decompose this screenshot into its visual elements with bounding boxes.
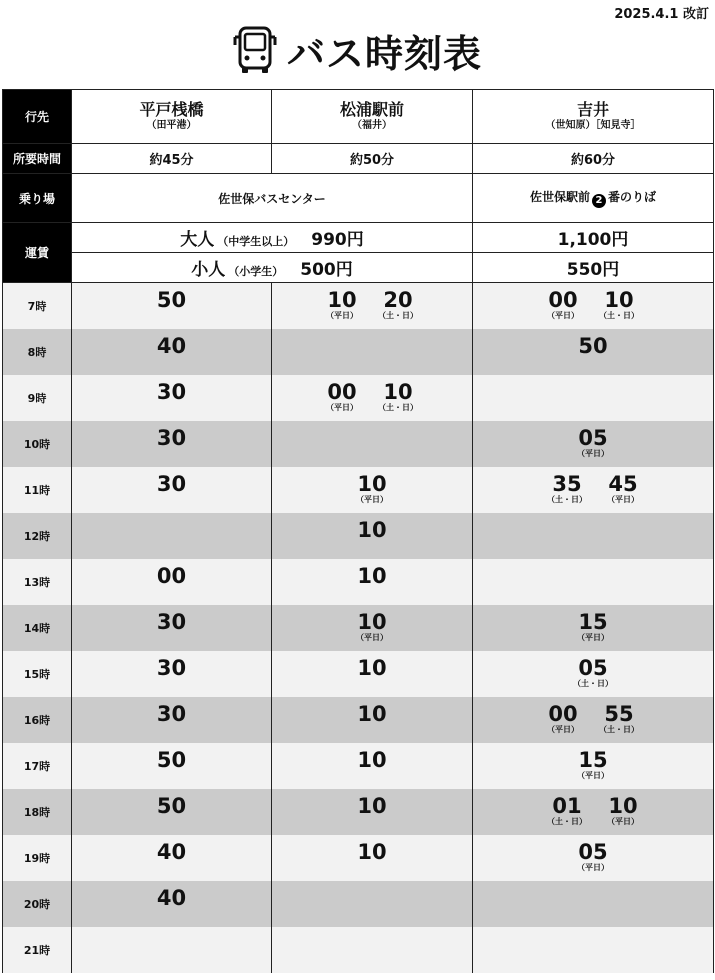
departure-cell-route-3 [473, 697, 714, 743]
title-area [0, 20, 715, 80]
departure-cell-route-2 [272, 927, 473, 973]
departure-minute: 10 [604, 288, 634, 313]
departure-list [72, 605, 271, 650]
departure [157, 657, 186, 679]
departure-cell-route-3 [473, 651, 714, 697]
departure [577, 841, 609, 873]
departure [157, 289, 186, 311]
departure-cell-route-1 [72, 329, 272, 375]
hour-label: 17時 [3, 743, 72, 789]
duration-header: 所要時間 [3, 144, 72, 174]
departure [157, 335, 186, 357]
departure-cell-route-3 [473, 559, 714, 605]
hour-row [3, 927, 714, 973]
departure-list [473, 881, 713, 926]
boarding-header: 乗り場 [3, 174, 72, 223]
destination-row [3, 90, 714, 144]
departure [578, 335, 607, 357]
departure [326, 289, 358, 321]
departure-list [272, 605, 472, 650]
departure-minute: 45 [608, 472, 638, 496]
departure-cell-route-2 [272, 881, 473, 927]
departure-cell-route-1 [72, 421, 272, 467]
departure-list [473, 513, 713, 558]
departure-minute: 00 [327, 380, 357, 404]
departure-list [272, 881, 472, 926]
departure [157, 887, 186, 909]
departure-minute: 30 [156, 380, 187, 404]
departure-cell-route-3 [473, 467, 714, 513]
departure [577, 611, 609, 643]
departure-note: （土・日） [547, 817, 587, 826]
fare-child-sub: （小学生） [228, 265, 284, 278]
departure-minute: 55 [604, 702, 634, 726]
fare-child-amount: 500円 [300, 260, 353, 280]
departure-cell-route-2 [272, 605, 473, 651]
departure-list [473, 375, 713, 420]
departure-cell-route-2 [272, 467, 473, 513]
departure-note: （土・日） [547, 495, 587, 504]
departure-note: （平日） [356, 495, 388, 504]
departure-cell-route-3 [473, 835, 714, 881]
departure-minute: 05 [578, 656, 608, 680]
departure [357, 841, 386, 863]
departure-list [473, 329, 713, 374]
destination-1-name: 平戸桟橋 [139, 100, 204, 119]
departure-list [72, 835, 271, 880]
hour-label: 16時 [3, 697, 72, 743]
bus-icon [233, 25, 277, 75]
departure-minute: 35 [552, 472, 582, 496]
departure-cell-route-1 [72, 927, 272, 973]
departure-cell-route-1 [72, 513, 272, 559]
departure-cell-route-3 [473, 421, 714, 467]
departure-list [272, 421, 472, 466]
hour-row [3, 375, 714, 421]
departure [157, 473, 186, 495]
departure [547, 473, 587, 505]
departure-minute: 30 [156, 656, 187, 680]
departure-note: （平日） [356, 633, 388, 642]
departure-list [272, 789, 472, 834]
duration-2: 約50分 [272, 144, 473, 174]
departure-minute: 10 [357, 748, 387, 772]
departure [157, 841, 186, 863]
departure-cell-route-2 [272, 421, 473, 467]
departure-list [473, 835, 713, 880]
departure-list [272, 283, 472, 328]
departure-list [272, 743, 472, 788]
departure [356, 473, 388, 505]
departure-minute: 00 [548, 702, 578, 726]
departure-list [72, 283, 271, 328]
departure-cell-route-3 [473, 513, 714, 559]
departure-minute: 20 [383, 288, 413, 313]
departure-cell-route-1 [72, 283, 272, 329]
departure [357, 565, 386, 587]
departure-cell-route-3 [473, 789, 714, 835]
departure-cell-route-1 [72, 881, 272, 927]
departure [577, 749, 609, 781]
departure-cell-route-1 [72, 835, 272, 881]
departure-note: （平日） [577, 449, 609, 458]
departure-list [72, 559, 271, 604]
departure-cell-route-1 [72, 605, 272, 651]
departure-list [272, 375, 472, 420]
departure [157, 381, 186, 403]
hour-row [3, 421, 714, 467]
departure [157, 611, 186, 633]
departure-list [272, 651, 472, 696]
departure-list [272, 467, 472, 512]
destination-header: 行先 [3, 90, 72, 144]
departure-list [473, 467, 713, 512]
departure-minute: 05 [578, 426, 608, 450]
fare-adult-amount: 990円 [311, 230, 364, 250]
departure-minute: 30 [156, 472, 187, 496]
departure [157, 565, 186, 587]
departure-list [72, 697, 271, 742]
boarding-left: 佐世保バスセンター [72, 174, 473, 223]
departure-cell-route-2 [272, 743, 473, 789]
departure [357, 795, 386, 817]
departure-list [272, 329, 472, 374]
departure-list [272, 697, 472, 742]
departure-list [473, 651, 713, 696]
hour-label: 7時 [3, 283, 72, 329]
departure-cell-route-1 [72, 467, 272, 513]
departure [357, 749, 386, 771]
departure-minute: 40 [156, 334, 187, 358]
departure-minute: 10 [327, 288, 357, 313]
departure-minute: 01 [552, 794, 582, 818]
departure [599, 289, 639, 321]
departure-cell-route-2 [272, 283, 473, 329]
hour-row [3, 651, 714, 697]
departure-list [72, 329, 271, 374]
departure [157, 427, 186, 449]
boarding-right [473, 174, 714, 223]
departure [607, 473, 639, 505]
departure-list [473, 283, 713, 328]
departure-list [473, 421, 713, 466]
departure-minute: 30 [156, 610, 187, 634]
departure-minute: 50 [156, 288, 187, 313]
fare-child-label: 小人 [191, 260, 226, 280]
departure-minute: 30 [156, 426, 187, 450]
fare-adult-right: 1,100円 [473, 223, 714, 253]
hour-row [3, 697, 714, 743]
hour-label: 8時 [3, 329, 72, 375]
fare-child [72, 253, 473, 283]
departure-cell-route-3 [473, 605, 714, 651]
departure-cell-route-3 [473, 329, 714, 375]
departure [547, 703, 579, 735]
departure [378, 381, 418, 413]
departure [573, 657, 613, 689]
departure-note: （土・日） [573, 679, 613, 688]
hour-row [3, 467, 714, 513]
hour-label: 20時 [3, 881, 72, 927]
departure [357, 657, 386, 679]
hour-row [3, 329, 714, 375]
departure-list [72, 467, 271, 512]
departure-cell-route-2 [272, 835, 473, 881]
hour-label: 19時 [3, 835, 72, 881]
departure-cell-route-1 [72, 789, 272, 835]
departure-list [473, 605, 713, 650]
hour-label: 11時 [3, 467, 72, 513]
duration-row [3, 144, 714, 174]
departure-list [72, 651, 271, 696]
departure-cell-route-2 [272, 513, 473, 559]
departure-note: （土・日） [599, 725, 639, 734]
destination-3-name: 吉井 [576, 100, 609, 119]
departure-minute: 10 [357, 794, 387, 818]
departure-list [272, 559, 472, 604]
page-title: バス時刻表 [286, 31, 482, 76]
departure-minute: 40 [156, 840, 187, 864]
departure-note: （平日） [326, 403, 358, 412]
departure-minute: 10 [357, 564, 387, 588]
departure-note: （平日） [607, 817, 639, 826]
departure-minute: 10 [357, 840, 387, 864]
hour-row [3, 789, 714, 835]
fare-adult-sub: （中学生以上） [217, 235, 295, 248]
departure-cell-route-1 [72, 375, 272, 421]
departure-minute: 40 [156, 886, 187, 910]
departure-list [473, 743, 713, 788]
fare-adult [72, 223, 473, 253]
destination-2-sub: （福井） [352, 120, 392, 131]
departure-minute: 00 [548, 288, 578, 313]
platform-number-badge: 2 [592, 194, 606, 208]
departure-note: （平日） [577, 633, 609, 642]
departure-cell-route-3 [473, 283, 714, 329]
revision-date: 2025.4.1 改訂 [614, 7, 709, 22]
departure [378, 289, 418, 321]
hour-label: 14時 [3, 605, 72, 651]
departure-cell-route-2 [272, 329, 473, 375]
departure-minute: 10 [357, 702, 387, 726]
departure-note: （平日） [607, 495, 639, 504]
departure-minute: 05 [578, 840, 608, 864]
departure-note: （平日） [547, 725, 579, 734]
departure-minute: 10 [608, 794, 638, 818]
duration-3: 約60分 [473, 144, 714, 174]
departure-cell-route-3 [473, 881, 714, 927]
departure [157, 795, 186, 817]
departure-list [72, 743, 271, 788]
departure-list [72, 513, 271, 558]
departure-list [473, 559, 713, 604]
departure-list [72, 881, 271, 926]
departure [326, 381, 358, 413]
departure [157, 749, 186, 771]
departure-note: （平日） [577, 771, 609, 780]
departure-minute: 00 [156, 564, 187, 588]
departure-list [72, 927, 271, 972]
departure-list [72, 789, 271, 834]
departure-list [272, 835, 472, 880]
departure-list [272, 927, 472, 972]
departure-cell-route-3 [473, 743, 714, 789]
hour-label: 15時 [3, 651, 72, 697]
destination-1 [72, 90, 272, 144]
destination-1-sub: （田平港） [146, 120, 197, 131]
boarding-right-station: 佐世保駅前 [529, 190, 590, 205]
departure-minute: 10 [383, 380, 413, 404]
departure-cell-route-1 [72, 697, 272, 743]
departure-list [72, 375, 271, 420]
hour-label: 18時 [3, 789, 72, 835]
departure [357, 703, 386, 725]
fare-adult-label: 大人 [180, 230, 215, 250]
hour-row [3, 605, 714, 651]
departure-minute: 10 [357, 518, 387, 542]
departure-note: （平日） [577, 863, 609, 872]
departure-cell-route-2 [272, 697, 473, 743]
departure-minute: 50 [156, 794, 187, 818]
departure [157, 703, 186, 725]
departure [599, 703, 639, 735]
destination-2 [272, 90, 473, 144]
departure-cell-route-2 [272, 559, 473, 605]
departure-cell-route-1 [72, 651, 272, 697]
departure-cell-route-2 [272, 651, 473, 697]
departure [577, 427, 609, 459]
departure-minute: 50 [156, 748, 187, 772]
fare-child-right: 550円 [473, 253, 714, 283]
departure-cell-route-3 [473, 375, 714, 421]
departure-cell-route-2 [272, 789, 473, 835]
departure-minute: 10 [357, 656, 387, 680]
departure [607, 795, 639, 827]
departure-minute: 15 [578, 610, 608, 634]
departure [547, 795, 587, 827]
destination-2-name: 松浦駅前 [339, 100, 404, 119]
hour-label: 12時 [3, 513, 72, 559]
hour-label: 9時 [3, 375, 72, 421]
departure-minute: 30 [156, 702, 187, 726]
departure-cell-route-1 [72, 559, 272, 605]
departure-minute: 10 [357, 610, 387, 634]
departure-list [473, 927, 713, 972]
departure [356, 611, 388, 643]
departure-cell-route-3 [473, 927, 714, 973]
departure-note: （平日） [547, 311, 579, 321]
destination-3-sub: （世知原）［知見寺］ [545, 120, 641, 131]
departure-minute: 50 [578, 334, 608, 358]
hour-row [3, 559, 714, 605]
hour-label: 13時 [3, 559, 72, 605]
boarding-right-suffix: 番のりば [608, 190, 657, 205]
fare-adult-row [3, 223, 714, 253]
departure [357, 519, 386, 541]
departure-note: （平日） [326, 311, 358, 321]
hour-label: 10時 [3, 421, 72, 467]
boarding-row [3, 174, 714, 223]
departure-note: （土・日） [378, 403, 418, 412]
hour-label: 21時 [3, 927, 72, 973]
hour-row [3, 743, 714, 789]
departure [547, 289, 579, 321]
departure-minute: 10 [357, 472, 387, 496]
hour-row [3, 283, 714, 329]
departure-list [473, 789, 713, 834]
departure-note: （土・日） [599, 311, 639, 321]
departure-note: （土・日） [378, 311, 418, 321]
destination-3 [473, 90, 714, 144]
departure-list [473, 697, 713, 742]
duration-1: 約45分 [72, 144, 272, 174]
hour-row [3, 835, 714, 881]
departure-list [72, 421, 271, 466]
departure-cell-route-1 [72, 743, 272, 789]
fare-header: 運賃 [3, 223, 72, 283]
departure-cell-route-2 [272, 375, 473, 421]
departure-list [272, 513, 472, 558]
hour-row [3, 513, 714, 559]
fare-child-row [3, 253, 714, 283]
timetable [2, 89, 714, 973]
hour-row [3, 881, 714, 927]
departure-minute: 15 [578, 748, 608, 772]
